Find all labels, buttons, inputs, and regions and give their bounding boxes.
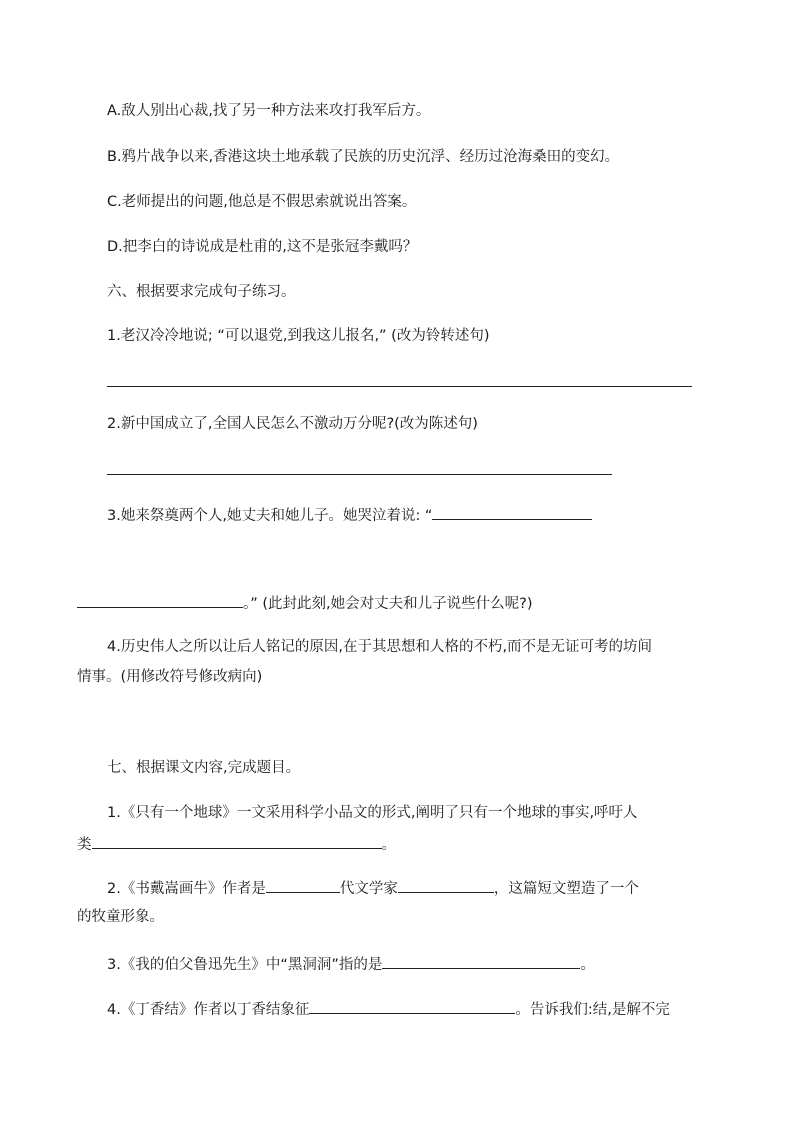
s6-question-1: 1.老汉冷冷地说; “可以退党,到我这儿报名,” (改为铃转述句) <box>107 328 490 344</box>
s7-q2-blank-era[interactable] <box>266 877 340 893</box>
option-c: C.老师提出的问题,他总是不假思索就说出答案。 <box>107 194 417 210</box>
s7-q1-prefix: 类 <box>77 837 92 853</box>
s7-question-1-line2 <box>77 833 396 855</box>
s6-q3-start-text: 3.她来祭奠两个人,她丈夫和她儿子。她哭泣着说: “ <box>107 508 433 524</box>
s7-q2-blank-author[interactable] <box>398 877 494 893</box>
s7-q2-text-b: 代文学家 <box>339 881 398 897</box>
s7-q3-suffix: 。 <box>580 957 595 973</box>
s7-q3-blank[interactable] <box>382 953 580 969</box>
s7-question-4 <box>107 998 670 1020</box>
s6-question-3-end <box>77 592 533 614</box>
option-b: B.鸦片战争以来,香港这块土地承载了民族的历史沉浮、经历过沧海桑田的变幻。 <box>107 149 620 165</box>
s7-q1-suffix: 。 <box>381 837 396 853</box>
s6-q3-blank-start[interactable] <box>432 504 592 520</box>
s7-q1-blank[interactable] <box>92 833 382 849</box>
s7-q2-text-c: ，这篇短文塑造了一个 <box>493 881 639 897</box>
s6-q1-answer-line[interactable] <box>107 386 692 387</box>
s7-question-1-line1: 1.《只有一个地球》一文采用科学小品文的形式,阐明了只有一个地球的事实,呼吁人 <box>107 805 638 821</box>
s6-question-2: 2.新中国成立了,全国人民怎么不激动万分呢?(改为陈述句) <box>107 416 478 432</box>
s7-question-2-line1 <box>107 877 639 899</box>
s6-q3-end-text: 。” (此封此刻,她会对丈夫和儿子说些什么呢?) <box>243 596 533 612</box>
s7-question-3 <box>107 953 595 975</box>
s7-question-2-line2: 的牧童形象。 <box>77 909 164 925</box>
s7-q4-text-b: 。告诉我们:结,是解不完 <box>515 1002 670 1018</box>
s7-q4-blank[interactable] <box>309 998 515 1014</box>
section-6-heading: 六、根据要求完成句子练习。 <box>107 284 296 300</box>
s6-q2-answer-line[interactable] <box>107 474 612 475</box>
option-a: A.敌人别出心裁,找了另一种方法来攻打我军后方。 <box>107 103 431 119</box>
option-d: D.把李白的诗说成是杜甫的,这不是张冠李戴吗？ <box>107 239 418 255</box>
section-7-heading: 七、根据课文内容,完成题目。 <box>107 760 301 776</box>
s7-q3-text: 3.《我的伯父鲁迅先生》中“黑洞洞”指的是 <box>107 957 383 973</box>
s7-q2-text-a: 2.《书戴嵩画牛》作者是 <box>107 881 266 897</box>
s7-q4-text-a: 4.《丁香结》作者以丁香结象征 <box>107 1002 310 1018</box>
s6-question-4-line1: 4.历史伟人之所以让后人铭记的原因,在于其思想和人格的不朽,而不是无证可考的坊间 <box>107 639 653 655</box>
s6-question-4-line2: 情事。(用修改符号修改病向) <box>77 669 263 685</box>
s6-q3-blank-end[interactable] <box>77 592 243 608</box>
s6-question-3 <box>107 504 592 526</box>
